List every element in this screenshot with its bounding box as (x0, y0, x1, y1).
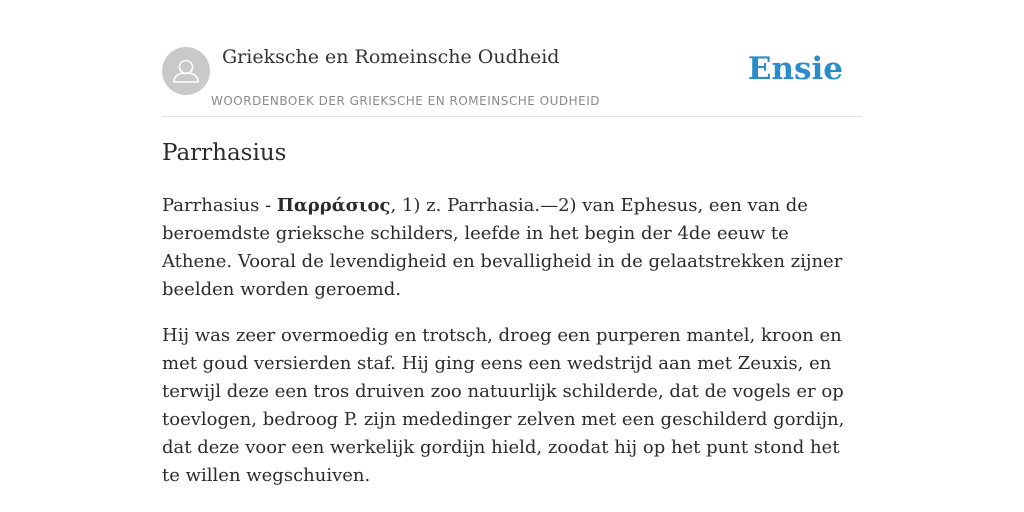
site-subtitle: WOORDENBOEK DER GRIEKSCHE EN ROMEINSCHE OUDHEID (211, 94, 601, 108)
paragraph-1 (162, 192, 862, 304)
article-body (162, 192, 862, 508)
brand-logo[interactable]: Ensie (747, 51, 843, 87)
article-title: Parrhasius (162, 140, 287, 166)
page-header (162, 46, 862, 117)
site-title[interactable]: Grieksche en Romeinsche Oudheid (222, 46, 560, 68)
paragraph-2: Hij was zeer overmoedig en trotsch, droeg een purperen mantel, kroon en met goud versierden staf. Hij ging eens een wedstrijd aan met Zeuxis, en terwijl deze een tros druiven zoo natuurlijk schilderde, dat de vogels er op toevlogen, bedroog P. zijn mededinger zelven met een geschilderd gordijn, dat deze voor een werkelijk gordijn hield, zoodat hij op het punt stond het te willen wegschuiven. (162, 325, 845, 486)
greek-term: Παρράσιος (276, 195, 391, 216)
user-icon[interactable] (162, 47, 210, 95)
paragraph-1-text: , 1) z. Parrhasia.—2) van Ephesus, een van de beroemdste grieksche schilders, leefde in het begin der 4de eeuw te Athene. Vooral de levendigheid en bevalligheid in de gelaatstrekken zijner beelden worden geroemd. (162, 195, 843, 300)
paragraph-1-lead: Parrhasius - (162, 195, 277, 216)
